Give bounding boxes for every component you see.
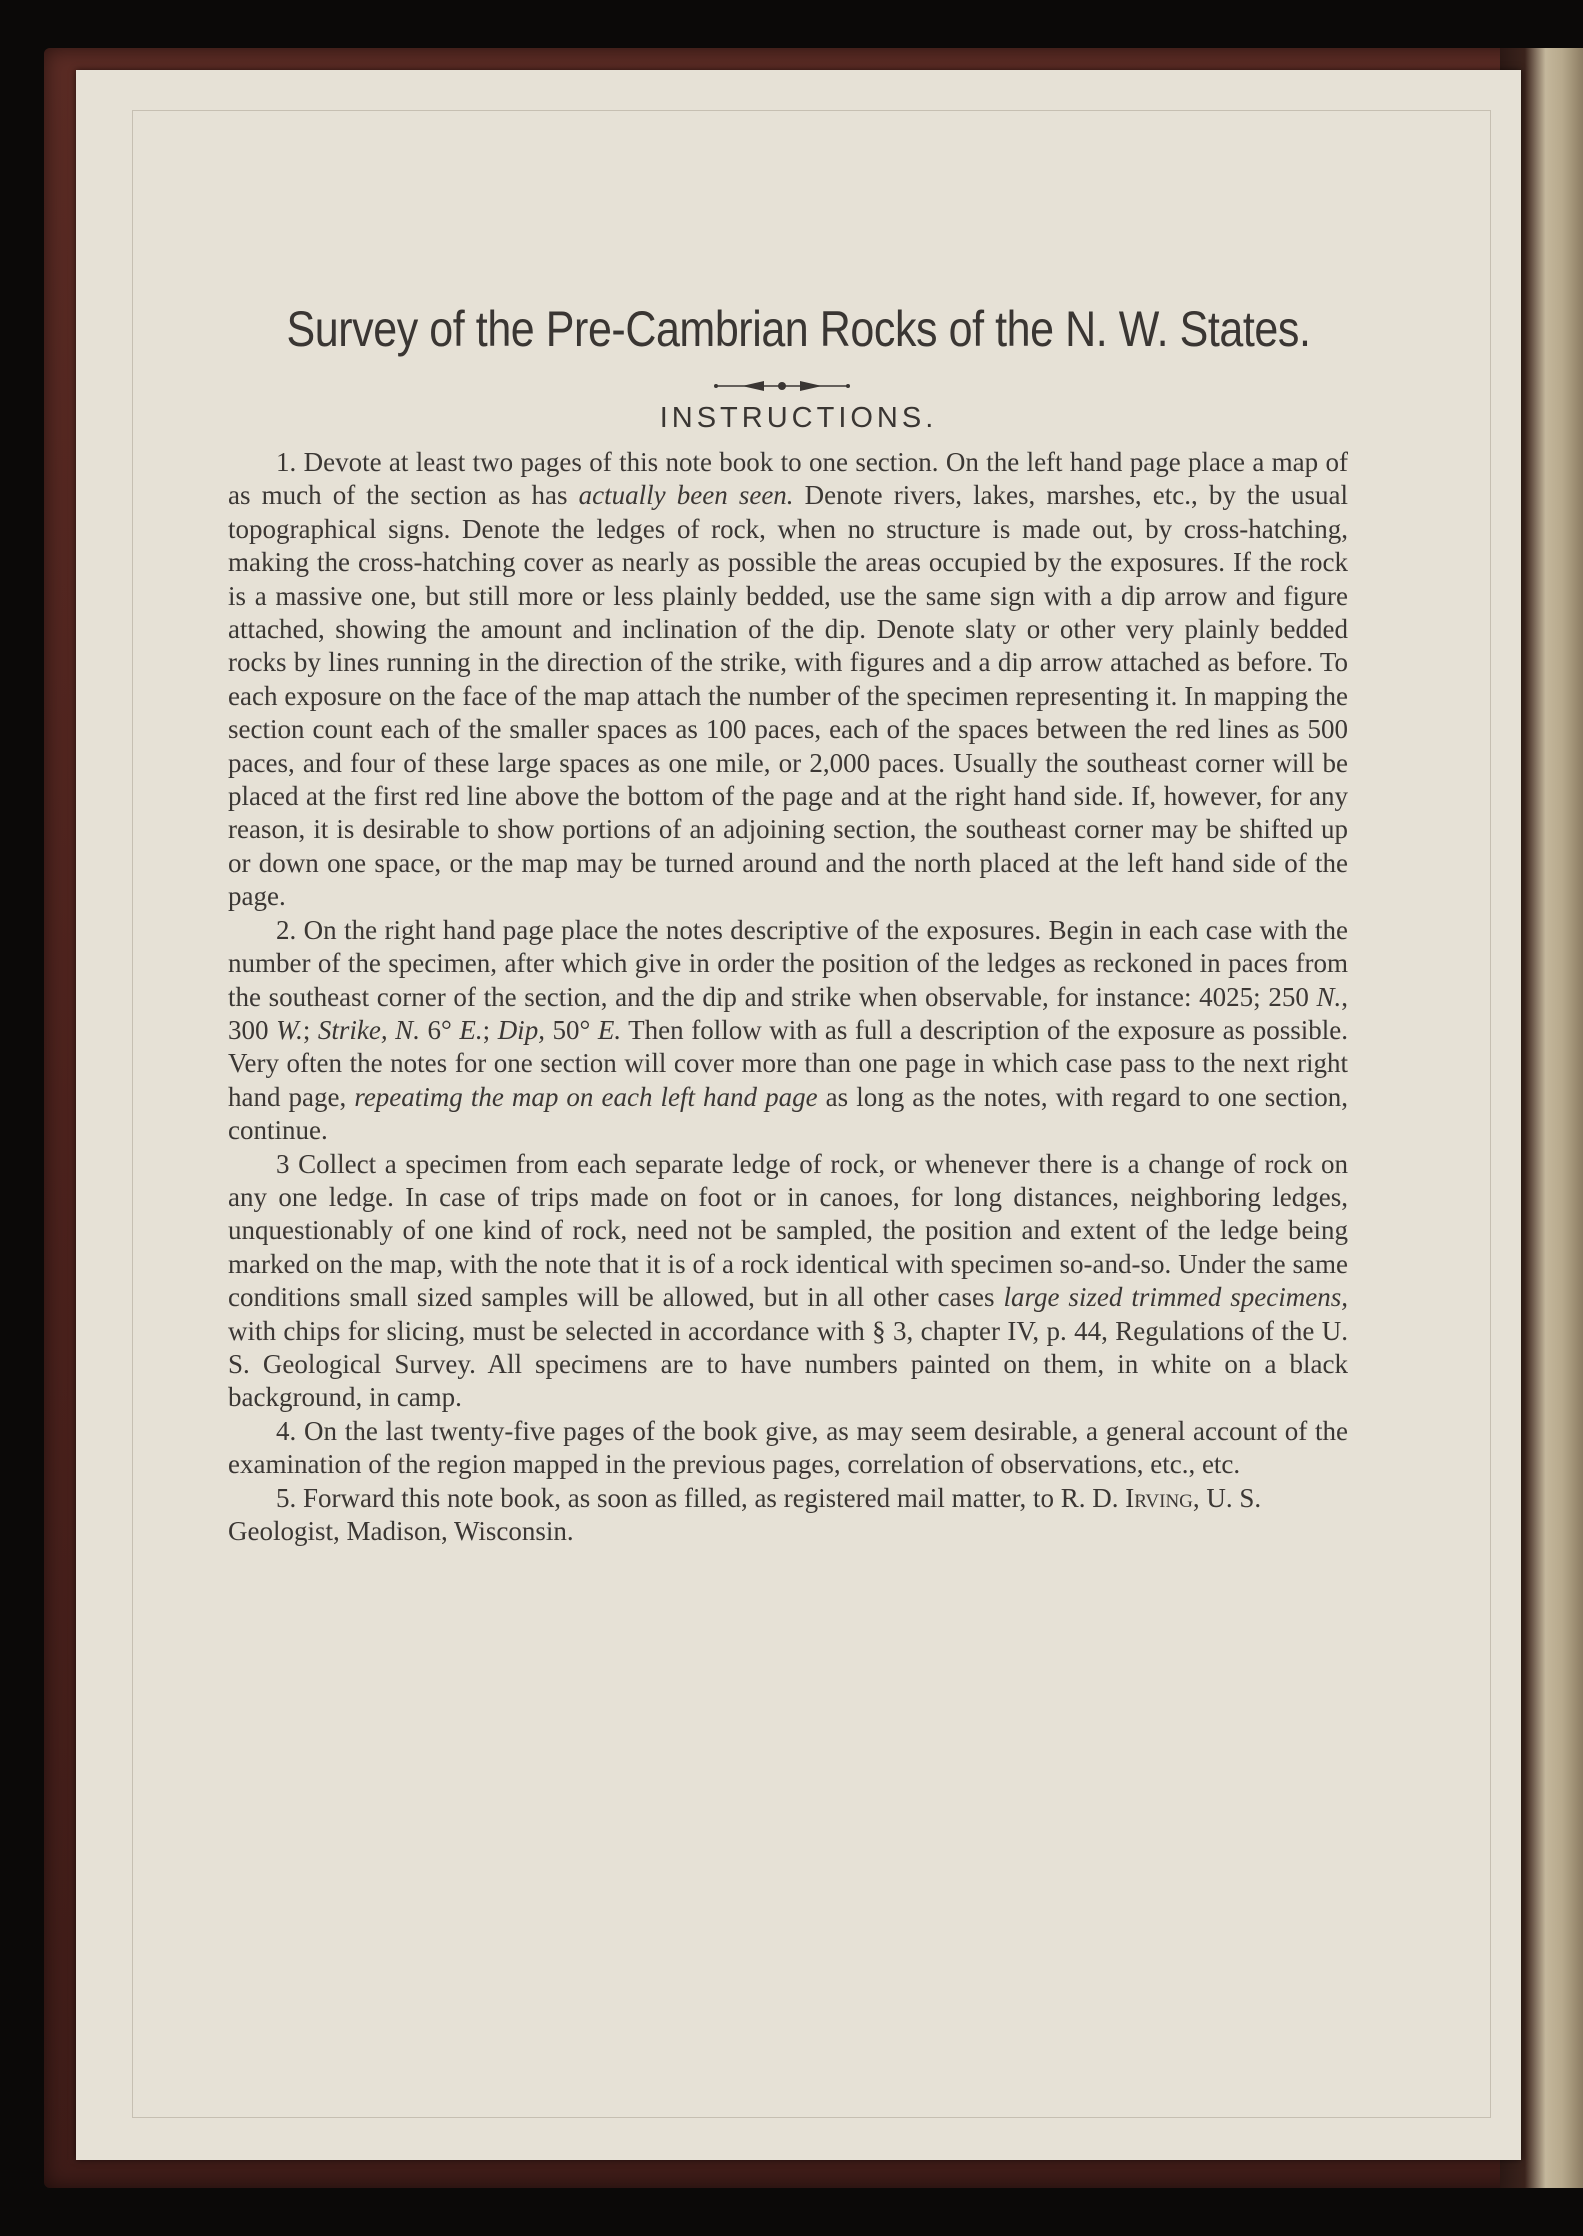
instruction-4 — [228, 1415, 1348, 1482]
instructions-heading: INSTRUCTIONS. — [659, 402, 938, 434]
instruction-emphasis: repeatimg the map on each left hand page — [354, 1081, 818, 1112]
instruction-emphasis: N. — [1316, 981, 1342, 1012]
instruction-1 — [228, 446, 1348, 914]
instruction-text: Devote at least two pages of this note book to one section. On the left hand page place a map of as much of the section as has — [228, 447, 1349, 511]
title-ornament-icon — [712, 378, 852, 394]
instruction-text: Then follow with as full a description of the exposure as possible. Very often the notes for one section will cover more than one page in which case pass to the next right hand page, — [228, 1014, 1348, 1112]
instruction-text: , U. S. Geologist, Madison, Wisconsin. — [228, 1482, 1262, 1546]
instruction-text: with chips for slicing, must be selected in accordance with § 3, chapter IV, p. 44, Regulations of the U. S. Geological Survey. All specimens are to have numbers painted on them, in white on a black background, in camp. — [228, 1315, 1348, 1413]
page-title: Survey of the Pre-Cambrian Rocks of the N. W. States. — [286, 301, 1311, 357]
instruction-5 — [228, 1482, 1348, 1549]
instruction-emphasis: E. — [459, 1014, 483, 1045]
instruction-text: ; — [302, 1014, 318, 1045]
instruction-text: Denote rivers, lakes, marshes, etc., by the usual topographical signs. Denote the ledges of rock, when no structure is made out, by cross-hatching, making the cross-hatching cover as nearly as possible the areas occupied by the exposures. If the rock is a massive one, but still more or less plainly bedded, use the same sign with a dip arrow and figure attached, showing the amount and inclination of the dip. Denote slaty or other very plainly bedded rocks by lines running in the direction of the strike, with figures and a dip arrow attached as before. To each exposure on the face of the map attach the number of the specimen representing it. In mapping the section count each of the smaller spaces as 100 paces, each of the spaces between the red lines as 500 paces, and four of these large spaces as one mile, or 2,000 paces. Usually the southeast corner will be placed at the first red line above the bottom of the page and at the right hand side. If, however, for any reason, it is desirable to show portions of an adjoining section, the southeast corner may be shifted up or down one space, or the map may be turned around and the north placed at the left hand side of the page. — [228, 480, 1349, 912]
instruction-3 — [228, 1148, 1348, 1415]
instruction-emphasis: Strike, N. — [317, 1014, 420, 1045]
instruction-emphasis: E. — [597, 1014, 622, 1045]
instruction-number: 2. — [276, 914, 297, 945]
instruction-text: 50° — [544, 1014, 598, 1045]
instruction-number: 1. — [276, 447, 297, 477]
instruction-text: , 300 — [228, 981, 1348, 1045]
instruction-emphasis: large sized trimmed specimens, — [1003, 1282, 1349, 1313]
instruction-emphasis: actually been seen. — [578, 480, 794, 511]
instruction-text: as long as the notes, with regard to one section, continue. — [228, 1081, 1348, 1146]
instruction-text: On the right hand page place the notes descriptive of the exposures. Begin in each case with the number of the specimen, after which give in order the position of the ledges as reckoned in paces from the southeast corner of the section, and the dip and strike when observable, for instance: 4025; 250 — [228, 914, 1349, 1012]
instruction-text: On the last twenty-five pages of the book give, as may seem desirable, a general account of the examination of the region mapped in the previous pages, correlation of observations, etc., etc. — [228, 1415, 1349, 1480]
instruction-emphasis: W. — [276, 1014, 303, 1045]
instruction-number: 5. — [276, 1482, 297, 1513]
instruction-2 — [228, 914, 1348, 1148]
instruction-text: ; — [482, 1014, 498, 1045]
instruction-number: 4. — [276, 1415, 297, 1446]
instruction-text: Collect a specimen from each separate ledge of rock, or whenever there is a change of rock on any one ledge. In case of trips made on foot or in canoes, for long distances, neighboring ledges, unquestionably of one kind of rock, need not be sampled, the position and extent of the ledge being marked on the map, with the note that it is of a rock identical with specimen so-and-so. Under the same conditions small sized samples will be allowed, but in all other cases — [228, 1148, 1348, 1313]
instructions-body — [228, 446, 1348, 1548]
instruction-text: 6° — [419, 1014, 460, 1045]
geologist-name: Irving — [1125, 1482, 1193, 1513]
instruction-number: 3 — [276, 1148, 290, 1179]
instruction-emphasis: Dip, — [497, 1014, 545, 1045]
instruction-text: Forward this note book, as soon as filled, as registered mail matter, to R. D. — [303, 1482, 1126, 1513]
